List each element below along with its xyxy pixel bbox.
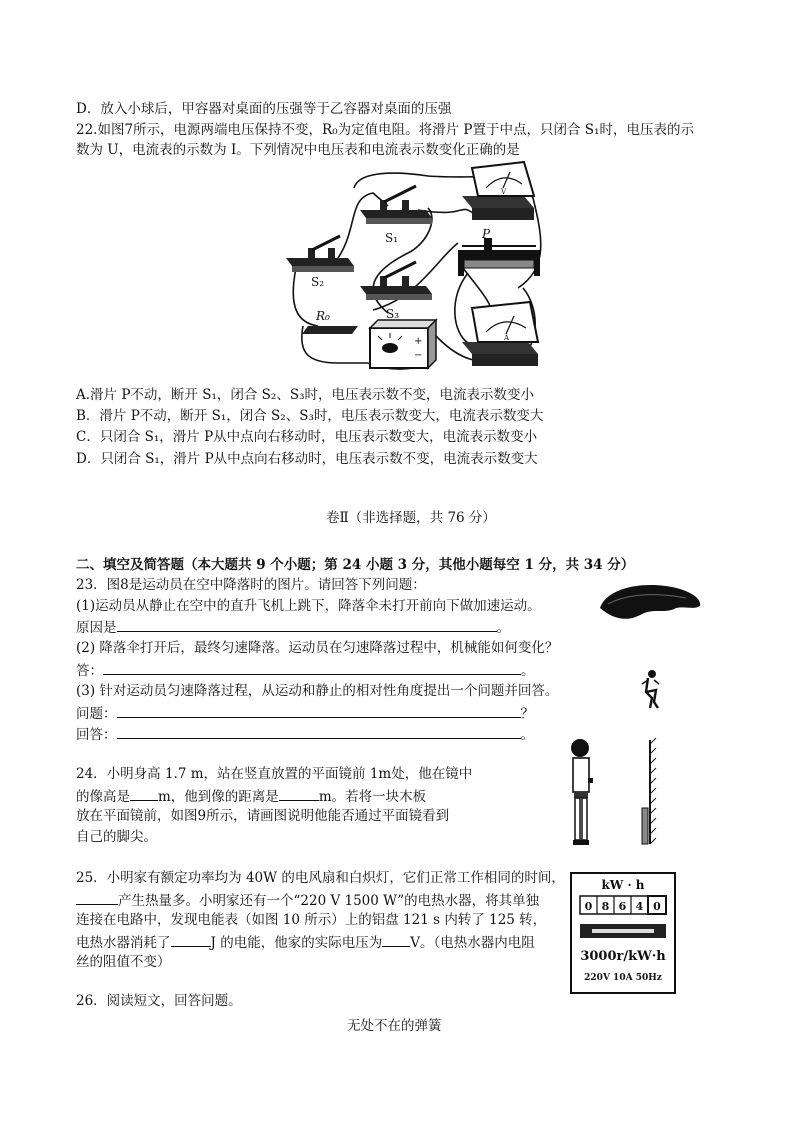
- q22-stem-line2: 数为 U，电流表的示数为 I。下列情况中电压表和电流表示数变化正确的是: [76, 142, 520, 158]
- q25-line1: 25．小明家有额定功率均为 40W 的电风扇和白炽灯，它们正常工作相同的时间，: [76, 870, 565, 886]
- q23-sub2: (2) 降落伞打开后，最终匀速降落。运动员在匀速降落过程中，机械能如何变化？: [76, 640, 559, 656]
- q22-option-c: C．只闭合 S₁，滑片 P从中点向右移动时，电压表示数变大，电流表示数变小: [76, 429, 538, 445]
- rheostat: [458, 238, 540, 276]
- q22-option-b: B．滑片 P不动，断开 S₁，闭合 S₂、S₃时，电压表示数变大，电流表示数变大: [76, 408, 544, 424]
- meter-digit: 0: [584, 900, 593, 913]
- ammeter: [462, 302, 538, 366]
- q25-line5: 丝的阻值不变）: [76, 954, 171, 970]
- q23-sub1: (1)运动员从静止在空中的直升飞机上跳下，降落伞未打开前向下做加速运动。: [76, 598, 541, 614]
- q22-stem-line1: 22.如图7所示，电源两端电压保持不变，R₀为定值电阻。将滑片 P置于中点，只闭合 S₁时，电压表的示: [76, 122, 694, 138]
- meter-digit: 6: [618, 900, 627, 913]
- figure-8-parachutist: [596, 580, 706, 725]
- label-s3: S₃: [386, 307, 400, 321]
- part2-heading: 二、填空及简答题（本大题共 9 个小题；第 24 小题 3 分，其他小题每空 1 分，共 34 分）: [76, 557, 635, 573]
- q23-stem: 23．图8是运动员在空中降落时的图片。请回答下列问题：: [76, 577, 426, 593]
- meter-unit: kW · h: [601, 878, 645, 892]
- q23-sub3-answer: 回答： 。: [76, 724, 534, 744]
- answer-blank[interactable]: [171, 932, 211, 947]
- figure-7-circuit: [278, 158, 550, 380]
- answer-blank[interactable]: [76, 890, 118, 905]
- q26-stem: 26．阅读短文，回答问题。: [76, 993, 242, 1009]
- label-p: P: [482, 227, 491, 241]
- switch-s2: [286, 236, 354, 272]
- meter-spec: 220V 10A 50Hz: [584, 973, 662, 983]
- label-s2: S₂: [311, 275, 325, 289]
- answer-blank[interactable]: [117, 617, 497, 632]
- answer-blank[interactable]: [103, 660, 521, 675]
- q24-line3: 放在平面镜前，如图9所示，请画图说明他能否通过平面镜看到: [76, 808, 450, 824]
- q23-sub3-question: 问题： ？: [76, 703, 534, 723]
- figure-9-boy-mirror: [566, 736, 666, 848]
- meter-digit: 8: [601, 900, 610, 913]
- label-s1: S₁: [385, 231, 399, 245]
- resistor-r0: [302, 326, 358, 334]
- q23-sub2-answer: 答： 。: [76, 660, 535, 680]
- q22-option-a: A.滑片 P不动，断开 S₁，闭合 S₂、S₃时，电压表示数不变，电流表示数变小: [76, 387, 534, 403]
- q26-title: 无处不在的弹簧: [347, 1018, 442, 1034]
- q25-line2: 产生热量多。小明家还有一个“220 V 1500 W”的电热水器，将其单独: [76, 890, 539, 910]
- svg-text:+: +: [414, 336, 423, 347]
- q22-option-d: D．只闭合 S₁，滑片 P从中点向右移动时，电压表示数不变，电流表示数变大: [76, 451, 538, 467]
- meter-digit: 0: [653, 900, 661, 913]
- label-r0: R₀: [316, 309, 330, 323]
- meter-rate: 3000r/kW·h: [580, 949, 666, 964]
- q24-line2: 的像高是 m，他到像的距离是 m。若将一块木板: [76, 786, 426, 806]
- q21-option-d: D．放入小球后，甲容器对桌面的压强等于乙容器对桌面的压强: [76, 101, 452, 117]
- answer-blank[interactable]: [279, 786, 319, 801]
- figure-10-energy-meter: [570, 872, 676, 994]
- answer-blank[interactable]: [382, 932, 410, 947]
- part2-title: 卷Ⅱ（非选择题，共 76 分）: [326, 510, 496, 526]
- answer-blank[interactable]: [117, 724, 521, 739]
- q24-line4: 自己的脚尖。: [76, 829, 157, 845]
- answer-blank[interactable]: [130, 786, 158, 801]
- battery-box: [370, 320, 436, 368]
- meter-digit: 4: [635, 900, 644, 913]
- q25-line4: 电热水器消耗了 J 的电能，他家的实际电压为 V。（电热水器内电阻: [76, 932, 535, 952]
- q23-sub1-answer: 原因是 。: [76, 617, 510, 637]
- svg-text:−: −: [414, 350, 423, 361]
- switch-s1: [360, 186, 432, 224]
- voltmeter: [462, 162, 534, 220]
- svg-text:A: A: [504, 334, 510, 342]
- answer-blank[interactable]: [117, 703, 521, 718]
- q25-line3: 连接在电路中，发现电能表（如图 10 所示）上的铝盘 121 s 内转了 125 转，: [76, 912, 547, 928]
- q24-line1: 24．小明身高 1.7 m，站在竖直放置的平面镜前 1m处，他在镜中: [76, 766, 473, 782]
- q23-sub3: (3) 针对运动员匀速降落过程，从运动和静止的相对性角度提出一个问题并回答。: [76, 683, 559, 699]
- svg-text:V: V: [501, 188, 507, 196]
